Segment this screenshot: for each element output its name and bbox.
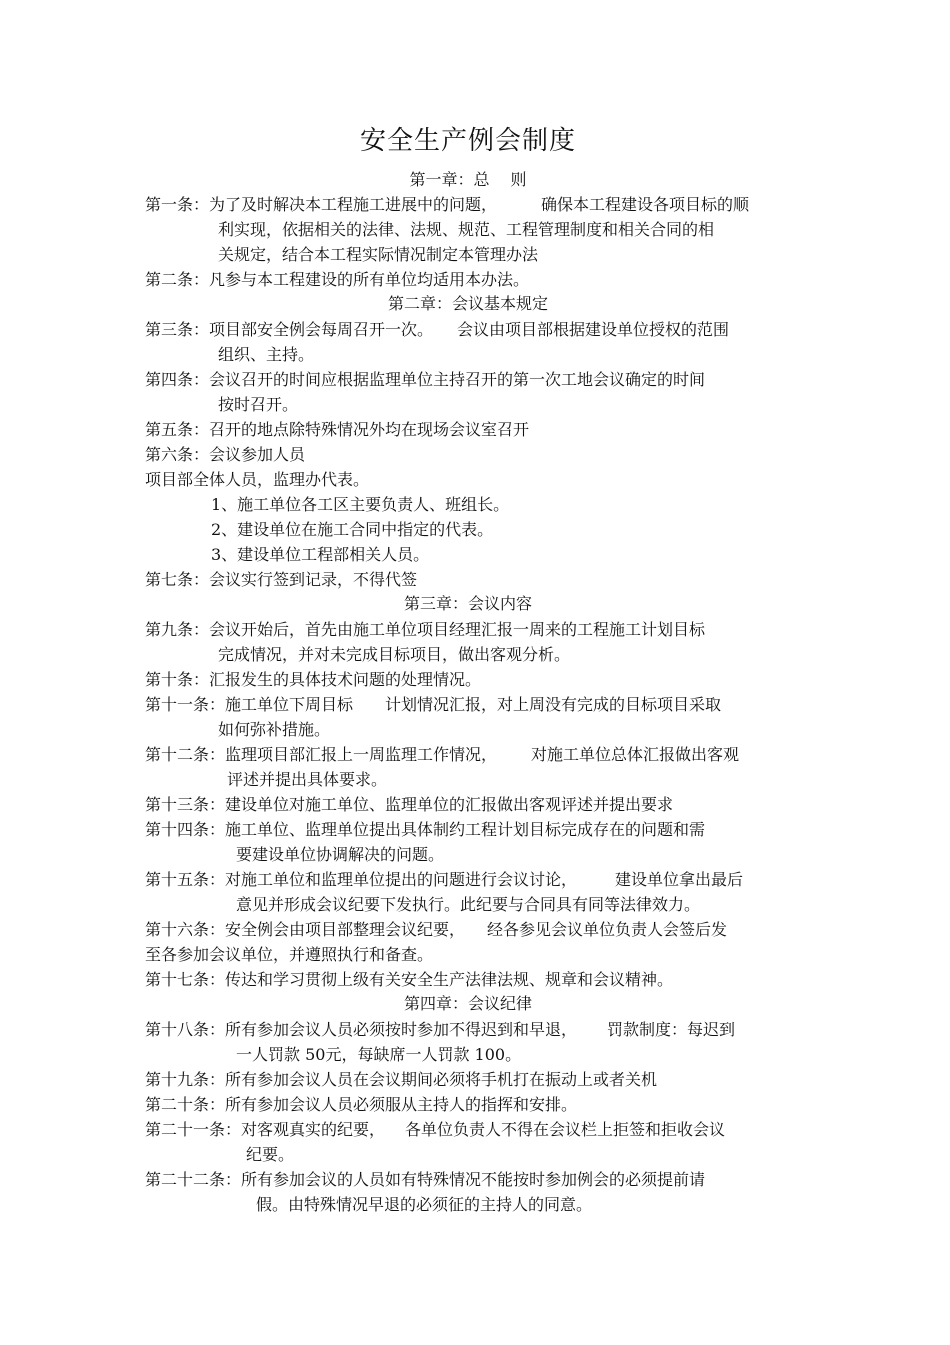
article-12-line-2: 评述并提出具体要求。: [227, 770, 388, 789]
participants-item-1: 1、施工单位各工区主要负责人、班组长。: [211, 495, 510, 514]
article-21-text-b: 各单位负责人不得在会议栏上拒签和拒收会议: [405, 1120, 726, 1139]
article-14-line-1: 第十四条：施工单位、监理单位提出具体制约工程计划目标完成存在的问题和需: [145, 820, 706, 839]
chapter-heading-1: 第一章：总 则: [409, 170, 527, 189]
chapter-heading-2: 第二章：会议基本规定: [387, 294, 548, 313]
article-14-line-2: 要建设单位协调解决的问题。: [236, 845, 445, 864]
article-5: 第五条：召开的地点除特殊情况外均在现场会议室召开: [145, 420, 530, 439]
article-11-line-1: [145, 693, 721, 717]
article-18-line-1: [145, 1018, 735, 1042]
article-6: 第六条：会议参加人员: [145, 445, 306, 464]
participants-line: 项目部全体人员，监理办代表。: [145, 470, 370, 489]
article-21-text-a: 第二十一条：对客观真实的纪要，: [145, 1120, 386, 1139]
article-16-line-2: 至各参加会议单位，并遵照执行和备查。: [145, 945, 434, 964]
article-4-line-2: 按时召开。: [218, 395, 299, 414]
article-9-line-2: 完成情况，并对未完成目标项目，做出客观分析。: [218, 645, 571, 664]
article-17: 第十七条：传达和学习贯彻上级有关安全生产法律法规、规章和会议精神。: [145, 970, 674, 989]
article-11-text-b: 计划情况汇报，对上周没有完成的目标项目采取: [385, 695, 722, 714]
article-12-text-a: 第十二条：监理项目部汇报上一周监理工作情况，: [145, 745, 498, 764]
article-1-line-2: 利实现，依据相关的法律、法规、规范、工程管理制度和相关合同的相: [218, 220, 715, 239]
article-18-text-a: 第十八条：所有参加会议人员必须按时参加不得迟到和早退，: [145, 1020, 578, 1039]
article-1-line-3: 关规定，结合本工程实际情况制定本管理办法: [218, 245, 539, 264]
article-22-line-1: 第二十二条：所有参加会议的人员如有特殊情况不能按时参加例会的必须提前请: [145, 1170, 706, 1189]
article-3-line-2: 组织、主持。: [218, 345, 315, 364]
article-22-line-2: 假。由特殊情况早退的必须征的主持人的同意。: [256, 1195, 593, 1214]
article-3-text-b: 会议由项目部根据建设单位授权的范围: [457, 320, 730, 339]
article-18-text-b: 罚款制度：每迟到: [607, 1020, 736, 1039]
article-18-line-2: 一人罚款 50元，每缺席一人罚款 100。: [236, 1045, 522, 1064]
chapter-heading-3: 第三章：会议内容: [403, 594, 532, 613]
article-11-line-2: 如何弥补措施。: [218, 720, 331, 739]
participants-item-2: 2、建设单位在施工合同中指定的代表。: [211, 520, 494, 539]
article-15-line-2: 意见并形成会议纪要下发执行。此纪要与合同具有同等法律效力。: [236, 895, 701, 914]
article-7: 第七条：会议实行签到记录，不得代签: [145, 570, 418, 589]
article-1-text-b: 确保本工程建设各项目标的顺: [541, 195, 750, 214]
article-11-text-a: 第十一条：施工单位下周目标: [145, 695, 354, 714]
article-10: 第十条：汇报发生的具体技术问题的处理情况。: [145, 670, 482, 689]
chapter-heading-4: 第四章：会议纪律: [403, 994, 532, 1013]
article-9-line-1: 第九条：会议开始后，首先由施工单位项目经理汇报一周来的工程施工计划目标: [145, 620, 706, 639]
article-2: 第二条：凡参与本工程建设的所有单位均适用本办法。: [145, 270, 530, 289]
article-19: 第十九条：所有参加会议人员在会议期间必须将手机打在振动上或者关机: [145, 1070, 658, 1089]
article-20: 第二十条：所有参加会议人员必须服从主持人的指挥和安排。: [145, 1095, 578, 1114]
article-12-line-1: [145, 743, 739, 767]
article-1-text-a: 第一条：为了及时解决本工程施工进展中的问题，: [145, 195, 498, 214]
article-15-text-b: 建设单位拿出最后: [615, 870, 744, 889]
document-title: 安全生产例会制度: [359, 126, 576, 156]
article-21-line-1: [145, 1118, 725, 1142]
article-16-text-b: 经各参见会议单位负责人会签后发: [487, 920, 728, 939]
article-12-text-b: 对施工单位总体汇报做出客观: [531, 745, 740, 764]
article-21-line-2: 纪要。: [246, 1145, 295, 1164]
participants-item-3: 3、建设单位工程部相关人员。: [211, 545, 430, 564]
article-4-line-1: 第四条：会议召开的时间应根据监理单位主持召开的第一次工地会议确定的时间: [145, 370, 706, 389]
article-15-text-a: 第十五条：对施工单位和监理单位提出的问题进行会议讨论，: [145, 870, 578, 889]
article-16-text-a: 第十六条：安全例会由项目部整理会议纪要，: [145, 920, 466, 939]
article-3-line-1: [145, 318, 729, 342]
article-13: 第十三条：建设单位对施工单位、监理单位的汇报做出客观评述并提出要求: [145, 795, 674, 814]
article-1-line-1: [145, 193, 749, 217]
article-16-line-1: [145, 918, 727, 942]
article-3-text-a: 第三条：项目部安全例会每周召开一次。: [145, 320, 434, 339]
article-15-line-1: [145, 868, 743, 892]
